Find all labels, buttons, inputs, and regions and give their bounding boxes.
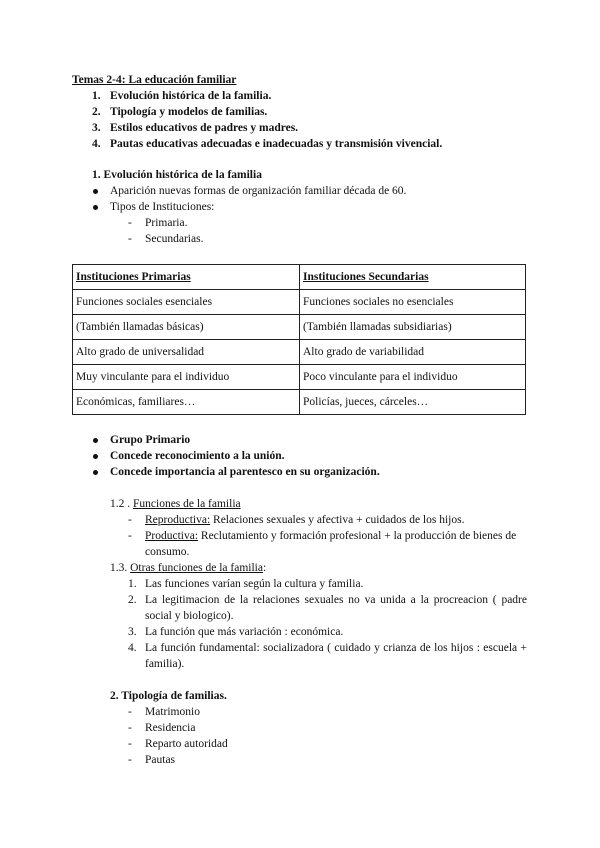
bullet-icon [93, 205, 98, 210]
sub-item: Secundarias. [145, 233, 204, 245]
bullet-text: Concede reconocimiento a la unión. [110, 450, 285, 462]
table-header-cell: Instituciones Secundarias [300, 265, 526, 290]
list-number: 1. [128, 578, 137, 590]
table-cell: Funciones sociales esenciales [73, 290, 300, 315]
subsection-heading: 1.2 . Funciones de la familia [110, 498, 241, 510]
institutions-table [72, 264, 526, 415]
list-number: 4. [128, 642, 137, 654]
list-number: 3. [128, 626, 137, 638]
list-item: Residencia [145, 722, 196, 734]
list-item: La función fundamental: socializadora ( cuidado y crianza de los hijos : escuela + familia). [145, 642, 527, 670]
list-item: La función que más variación : económica. [145, 626, 344, 638]
table-cell: Alto grado de variabilidad [300, 340, 526, 365]
table-cell: Policías, jueces, cárceles… [300, 390, 526, 415]
title-topic: La educación familiar [128, 74, 237, 86]
table-header-cell: Instituciones Primarias [73, 265, 300, 290]
index-item: 1. Evolución histórica de la familia. [92, 90, 272, 102]
index-item: 4. Pautas educativas adecuadas e inadecuadas y transmisión vivencial. [92, 138, 443, 150]
dash-icon: - [128, 514, 132, 526]
list-item: Reparto autoridad [145, 738, 228, 750]
bullet-icon [93, 454, 98, 459]
section-heading: 1. Evolución histórica de la familia [92, 169, 262, 181]
list-item: Las funciones varían según la cultura y familia. [145, 578, 364, 590]
table-cell: Alto grado de universalidad [73, 340, 300, 365]
table-row [73, 290, 526, 315]
bullet-text: Grupo Primario [110, 434, 191, 446]
dash-icon: - [128, 530, 132, 542]
function-item: Reproductiva: Relaciones sexuales y afectiva + cuidados de los hijos. [145, 514, 465, 526]
sub-item: Primaria. [145, 217, 188, 229]
dash-icon: - [128, 738, 132, 750]
table-cell: Funciones sociales no esenciales [300, 290, 526, 315]
dash-icon: - [128, 722, 132, 734]
document-title [72, 72, 236, 88]
table-cell: Muy vinculante para el individuo [73, 365, 300, 390]
table-row [73, 315, 526, 340]
dash-icon: - [128, 217, 132, 229]
title-prefix: Temas 2-4: [72, 74, 126, 86]
table-cell: (También llamadas básicas) [73, 315, 300, 340]
table-row [73, 390, 526, 415]
bullet-text: Concede importancia al parentesco en su organización. [110, 466, 380, 478]
index-item: 3. Estilos educativos de padres y madres. [92, 122, 299, 134]
list-item: Matrimonio [145, 706, 200, 718]
table-row [73, 365, 526, 390]
bullet-text: Tipos de Instituciones: [110, 201, 215, 213]
bullet-icon [93, 438, 98, 443]
list-item: La legitimacion de la relaciones sexuales no va unida a la procreacion ( padre social y biologico). [145, 594, 527, 622]
dash-icon: - [128, 706, 132, 718]
table-cell: Económicas, familiares… [73, 390, 300, 415]
dash-icon: - [128, 754, 132, 766]
table-cell: Poco vinculante para el individuo [300, 365, 526, 390]
bullet-icon [93, 189, 98, 194]
section-heading: 2. Tipología de familias. [110, 690, 227, 702]
dash-icon: - [128, 233, 132, 245]
bullet-icon [93, 470, 98, 475]
subsection-heading: 1.3. Otras funciones de la familia: [110, 562, 267, 574]
list-number: 2. [128, 594, 137, 606]
function-item: Productiva: Reclutamiento y formación profesional + la producción de bienes de consumo. [145, 530, 517, 558]
table-cell: (También llamadas subsidiarias) [300, 315, 526, 340]
list-item: Pautas [145, 754, 176, 766]
table-row [73, 340, 526, 365]
index-item: 2. Tipología y modelos de familias. [92, 106, 268, 118]
bullet-text: Aparición nuevas formas de organización familiar década de 60. [110, 185, 407, 197]
table-header-row [73, 265, 526, 290]
